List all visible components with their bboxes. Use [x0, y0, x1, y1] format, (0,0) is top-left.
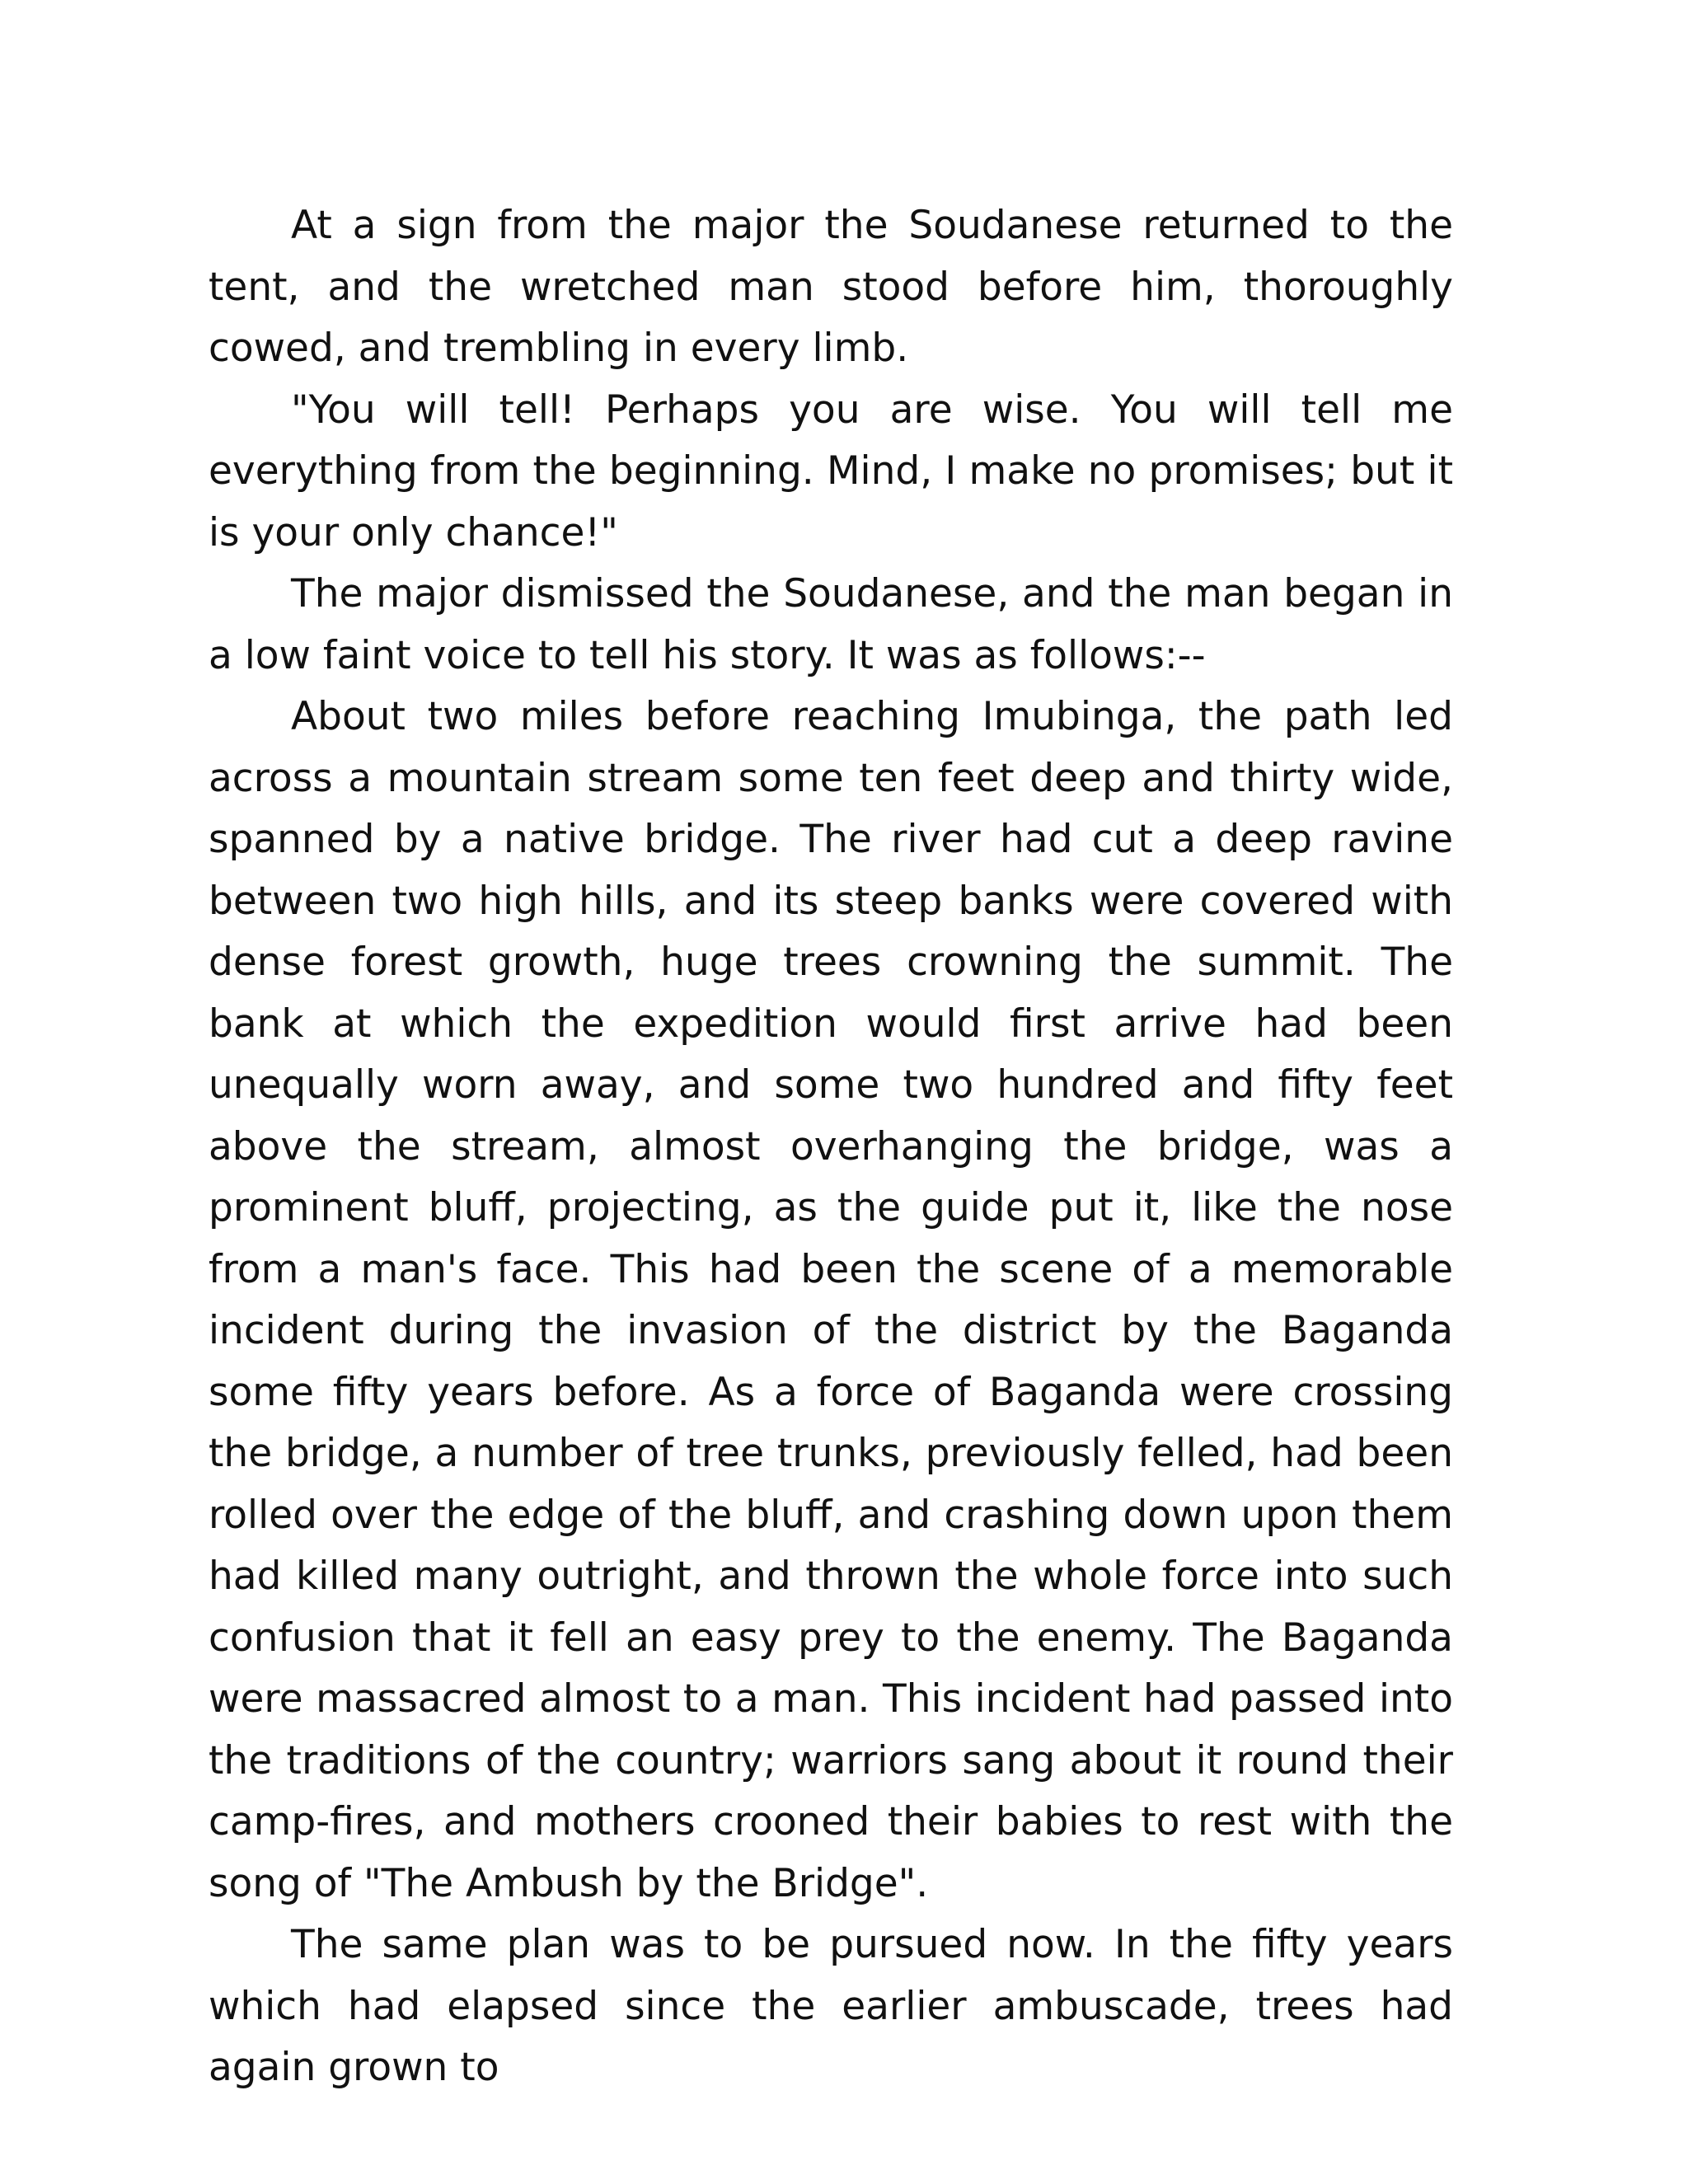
- paragraph-2: "You will tell! Perhaps you are wise. You will tell me everything from the beginning. Mind, I make no promises; but it is your only chance!": [209, 387, 1453, 555]
- body-text: [209, 195, 1453, 2099]
- paragraph-1: At a sign from the major the Soudanese returned to the tent, and the wretched man stood before him, thoroughly cowed, and trembling in every limb.: [209, 203, 1453, 371]
- paragraph-4: About two miles before reaching Imubinga, the path led across a mountain stream some ten feet deep and thirty wide, spanned by a native bridge. The river had cut a deep ravine between two high hills, and its steep banks were covered with dense forest growth, huge trees crowning the summit. The bank at which the expedition would first arrive had been unequally worn away, and some two hundred and fifty feet above the stream, almost overhanging the bridge, was a prominent bluff, projecting, as the guide put it, like the nose from a man's face. This had been the scene of a memorable incident during the invasion of the district by the Baganda some fifty years before. As a force of Baganda were crossing the bridge, a number of tree trunks, previously felled, had been rolled over the edge of the bluff, and crashing down upon them had killed many outright, and thrown the whole force into such confusion that it fell an easy prey to the enemy. The Baganda were massacred almost to a man. This incident had passed into the traditions of the country; warriors sang about it round their camp-fires, and mothers crooned their babies to rest with the song of "The Ambush by the Bridge".: [209, 694, 1453, 1906]
- paragraph-5: The same plan was to be pursued now. In the fifty years which had elapsed since the earlier ambuscade, trees had again grown to: [209, 1922, 1453, 2090]
- paragraph-3: The major dismissed the Soudanese, and the man began in a low faint voice to tell his story. It was as follows:--: [209, 571, 1453, 678]
